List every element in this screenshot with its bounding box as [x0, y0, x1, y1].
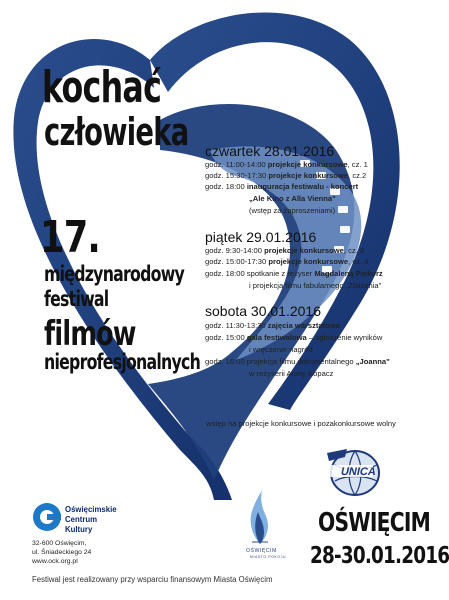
sponsor-footer: Festiwal jest realizowany przy wsparciu finansowym Miasta Oświęcim — [32, 575, 273, 584]
schedule-line: godz. 18:00 spotkanie z reżyser Magdaleną Piekorz — [205, 269, 383, 278]
title-line-1: kochać — [42, 62, 162, 113]
ock-logo-icon — [32, 502, 62, 532]
city-logo-subtitle: MIASTO POKOJU — [250, 555, 286, 559]
organizer-address-line: 32-600 Oświęcim, — [32, 540, 87, 547]
organizer-address-line: ul. Śniadeckiego 24 — [32, 549, 92, 556]
title-line-5: filmów — [44, 314, 136, 354]
title-line-4: festiwal — [44, 287, 109, 311]
title-line-3: międzynarodowy — [44, 262, 185, 286]
free-entry-note: wstęp na projekcje konkursowe i pozakonkursowe wolny — [206, 419, 396, 428]
schedule-extra-line: i projekcja filmu fabularnego „Zbliżenia" — [249, 281, 382, 290]
schedule-extra-line: „Ale Kino z Alla Vienna" — [249, 194, 336, 203]
schedule-line: godz. 18:00 inauguracja festiwalu - koncert — [205, 182, 359, 191]
festival-dates: 28-30.01.2016 — [310, 543, 449, 569]
day-heading-thursday: czwartek 28.01.2016 — [205, 143, 335, 159]
festival-location: OŚWIĘCIM — [318, 508, 430, 538]
organizer-name-line: Kultury — [65, 525, 93, 534]
schedule-line: godz. 11:30-13:30 zajęcia warsztatowe — [205, 321, 340, 330]
schedule-line: godz. 15:00 gala festiwalowa – ogłoszenie wyników — [205, 333, 383, 342]
schedule-line: godz. 11:00-14:00 projekcje konkursowe, cz. 1 — [205, 160, 368, 169]
schedule-line: godz. 15:00-17:30 projekcje konkursowe, cz. 4 — [205, 257, 369, 266]
schedule-extra-line: (wstęp za zaproszeniami) — [249, 206, 336, 215]
schedule-extra-line: w reżyserii Anety Kopacz — [249, 369, 334, 378]
schedule-line: godz. 15:30-17:30 projekcje konkursowe, cz.2 — [205, 171, 367, 180]
schedule-line: godz. 16:00 projekcja filmu dokumentalnego „Joanna" — [205, 357, 390, 366]
schedule-line: godz. 9:30-14:00 projekcje konkursowe, cz. 3 — [205, 246, 365, 255]
organizer-name-line: Oświęcimskie — [65, 505, 117, 514]
title-line-2: człowieka — [44, 110, 189, 154]
unica-logo-text: UNICA — [339, 466, 378, 478]
edition-number: 17. — [40, 212, 100, 263]
title-line-6: nieprofesjonalnych — [44, 350, 201, 374]
day-heading-saturday: sobota 30.01.2016 — [205, 303, 321, 319]
city-logo-name: OŚWIĘCIM — [246, 548, 277, 554]
schedule-extra-line: i wręczenie nagród — [249, 345, 313, 354]
organizer-name-line: Centrum — [65, 515, 98, 524]
day-heading-friday: piątek 29.01.2016 — [205, 229, 317, 245]
organizer-website: www.ock.org.pl — [32, 558, 78, 565]
city-of-oswiecim-logo-icon — [246, 488, 274, 546]
